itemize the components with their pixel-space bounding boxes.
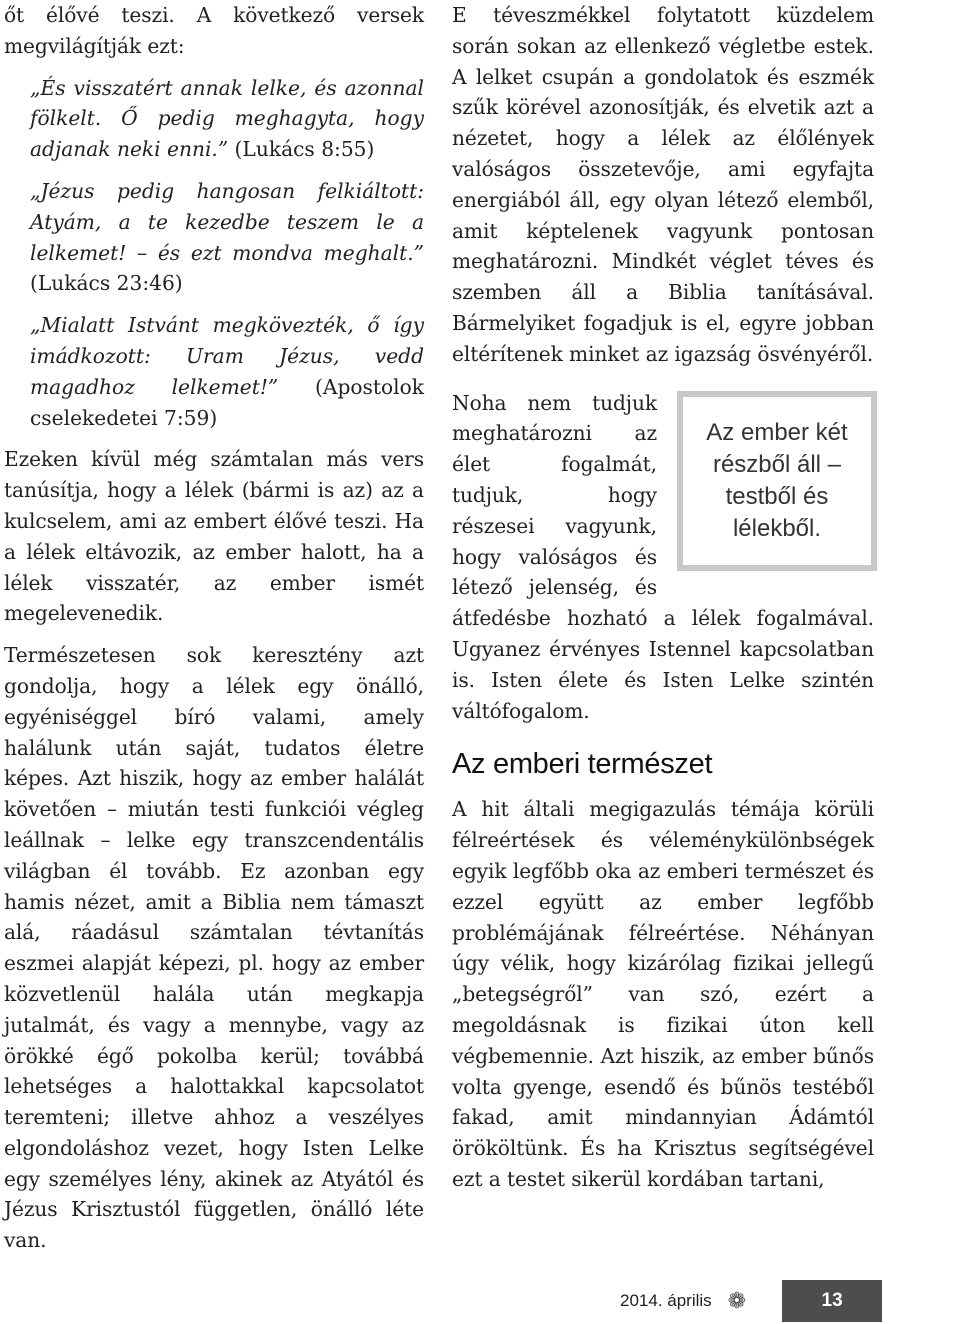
body-paragraph: Természetesen sok keresztény azt gondolja, hogy a lélek egy önálló, egyéniséggel bíró valami, amely halálunk után saját, tudatos életre képes. Azt hiszik, hogy az ember halálát követően – miután testi funkciói végleg leállnak – lelke egy transzcendentális világban él tovább. Ez azonban egy hamis nézet, amit a Biblia nem támaszt alá, ráadásul számtalan tévtanítás eszmei alapját képezi, pl. hogy az ember közvetlenül halála után megkapja jutalmát, és vagy a mennybe, vagy az örökké égő pokolba kerül; továbbá lehetséges a halottakkal kapcsolatot teremteni; illetve ahhoz a veszélyes elgondoláshoz vezet, hogy Isten Lelke egy személyes lény, akinek az Atyától és Jézus Krisztustól független, önálló léte van. (4, 643, 424, 1253)
scripture-quote-2 (4, 176, 424, 299)
body-paragraph: Ezeken kívül még számtalan más vers tanúsítja, hogy a lélek (bármi is az) az a kulcselem, ami az embert élővé teszi. Ha a lélek eltávozik, az ember halott, ha a lélek visszatér, az ember ismét megelevenedik. (4, 447, 424, 626)
scripture-quote-1 (4, 73, 424, 165)
body-paragraph: E téveszmékkel folytatott küzdelem során sokan az ellenkező végletbe estek. A lelket csupán a gondolatok és eszmék szűk körével azonosítják, és elvetik azt a nézetet, hogy a lélek az élőlények valóságos összetevője, ami egyfajta energiából áll, egy olyan létező elemből, amit képtelenek vagyunk pontosan meghatározni. Mindkét véglet téves és szemben áll a Biblia tanításával. Bármelyiket fogadjuk is el, egyre jobban eltérítenek minket az igazság ösvényéről. (452, 3, 874, 366)
scripture-quote-3 (4, 310, 424, 433)
left-column (4, 0, 424, 1256)
intro-text: őt élővé teszi. A következő versek megvilágítják ezt: (4, 3, 424, 58)
quote-text: „És visszatért annak lelke, és azonnal fölkelt. Ő pedig meghagyta, hogy adjanak neki enni.” (30, 75, 424, 162)
pull-quote-section (452, 388, 874, 727)
body-paragraph: A hit általi megigazulás témája körüli félreértések és véleménykülönbségek egyik legfőbb oka az emberi természet és ezzel együtt az ember legfőbb problémájának félreértése. Néhányan úgy vélik, hogy kizárólag fizikai jellegű „betegségről” van szó, ezért a megoldásnak is fizikai úton kell végbemennie. Azt hiszik, az ember bűnős volta gyenge, esendő és bűnös testéből fakad, amit mindannyian Ádámtól örököltünk. És ha Krisztus segítségével ezt a testet sikerül kordában tartani, (452, 797, 874, 1191)
page-number: 13 (782, 1280, 882, 1322)
section-heading: Az emberi természet (452, 748, 713, 781)
pull-quote-box (677, 391, 877, 571)
quote-reference: (Lukács 8:55) (228, 137, 375, 162)
page-footer (620, 1280, 882, 1322)
quote-text: „Jézus pedig hangosan felkiáltott: Atyám, a te kezedbe teszem le a lelkemet! – és ezt mondva meghalt.” (30, 178, 424, 265)
right-column (452, 0, 874, 1195)
quote-reference: (Apostolok cselekedetei 7:59) (30, 374, 424, 430)
body-paragraph: Noha nem tudjuk meghatározni az élet fogalmát, tudjuk, hogy részesei vagyunk, hogy valóságos és létező jelenség, és átfedésbe hozható a lélek fogalmával. Ugyanez érvényes Istennel kapcsolatban is. Isten élete és Isten Lelke szintén váltófogalom. (452, 390, 874, 723)
quote-reference: (Lukács 23:46) (30, 271, 183, 296)
quote-text: „Mialatt Istvánt megkövezték, ő így imádkozott: Uram Jézus, vedd magadhoz lelkemet!” (30, 313, 424, 399)
flower-ornament-icon: ❁ (727, 1288, 747, 1314)
issue-date: 2014. április (620, 1291, 712, 1310)
pull-quote-text: Az ember két részből áll – testből és lélekből. (683, 397, 871, 565)
